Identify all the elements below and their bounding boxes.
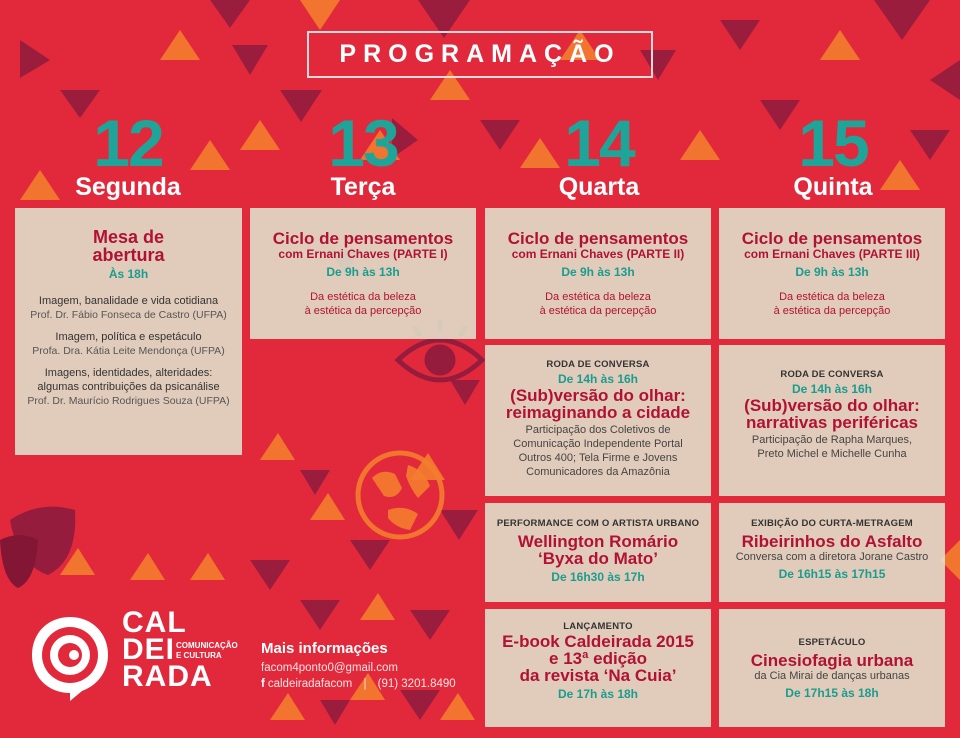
event-description: à estética da percepção xyxy=(304,305,422,317)
contact-phone: (91) 3201.8490 xyxy=(377,678,456,690)
event-description: Preto Michel e Michelle Cunha xyxy=(757,448,907,460)
event-description: Conversa com a diretora Jorane Castro xyxy=(735,551,929,563)
event-time: De 9h às 13h xyxy=(561,265,635,279)
event-label: PERFORMANCE COM O ARTISTA URBANO xyxy=(496,518,700,529)
event-card-roda-quarta xyxy=(485,345,711,496)
event-title: Ribeirinhos do Asfalto xyxy=(741,532,923,551)
talk-title: algumas contribuições da psicanálise xyxy=(37,381,220,393)
event-label: RODA DE CONVERSA xyxy=(546,359,650,370)
event-title: (Sub)versão do olhar: xyxy=(510,386,686,405)
event-title: E-book Caldeirada 2015 xyxy=(502,632,694,651)
day-header-quinta xyxy=(718,106,948,201)
event-description: Outros 400; Tela Firme e Jovens xyxy=(518,452,678,464)
event-description: Participação de Rapha Marques, xyxy=(751,434,913,446)
event-description: Da estética da beleza xyxy=(545,291,651,303)
event-subtitle: com Ernani Chaves (PARTE I) xyxy=(278,247,448,261)
event-title: e 13ª edição xyxy=(549,649,647,668)
day-number: 15 xyxy=(798,106,868,180)
event-time: De 9h às 13h xyxy=(795,265,869,279)
day-header-quarta xyxy=(484,106,714,201)
event-description: Da estética da beleza xyxy=(310,291,416,303)
logo-text: DEI xyxy=(122,633,176,666)
day-name: Quarta xyxy=(558,173,640,201)
event-description: Participação dos Coletivos de xyxy=(525,424,671,436)
contact-social xyxy=(261,676,476,692)
event-card-lancamento xyxy=(485,609,711,727)
talk-item xyxy=(15,330,242,358)
talk-title: Imagem, política e espetáculo xyxy=(55,331,202,343)
event-label: ESPETÁCULO xyxy=(798,637,866,648)
event-title: Ciclo de pensamentos xyxy=(741,229,923,248)
event-time: De 14h às 16h xyxy=(557,372,639,386)
day-number: 12 xyxy=(93,106,163,180)
day-header-terca xyxy=(248,106,478,201)
event-card-ciclo-quinta xyxy=(719,208,945,339)
event-description: Da estética da beleza xyxy=(779,291,885,303)
event-time: De 16h30 às 17h xyxy=(551,570,645,584)
event-label: LANÇAMENTO xyxy=(563,621,633,632)
page-title-text: PROGRAMAÇÃO xyxy=(339,40,621,68)
facebook-icon: f xyxy=(261,678,265,690)
contact-info xyxy=(261,640,476,692)
day-name: Terça xyxy=(330,173,396,201)
day-number: 13 xyxy=(328,106,398,180)
event-label: RODA DE CONVERSA xyxy=(780,369,884,380)
page-title xyxy=(307,31,653,78)
event-label: EXIBIÇÃO DO CURTA-METRAGEM xyxy=(751,518,913,529)
facebook-handle[interactable]: caldeiradafacom xyxy=(267,678,353,690)
event-time: De 16h15 às 17h15 xyxy=(778,567,886,581)
event-title: reimaginando a cidade xyxy=(505,403,691,422)
day-header-segunda xyxy=(13,106,243,201)
event-description: à estética da percepção xyxy=(539,305,657,317)
event-card-roda-quinta xyxy=(719,345,945,496)
event-title: abertura xyxy=(92,245,165,265)
talk-title: Imagem, banalidade e vida cotidiana xyxy=(38,295,219,307)
event-title: Ciclo de pensamentos xyxy=(507,229,689,248)
event-time: Às 18h xyxy=(108,267,149,281)
event-title: Wellington Romário xyxy=(517,532,679,551)
talk-item xyxy=(15,366,242,408)
event-description: à estética da percepção xyxy=(773,305,891,317)
caldeirada-logo xyxy=(24,607,254,707)
event-card-mesa-abertura xyxy=(15,208,242,455)
talk-item xyxy=(15,294,242,322)
day-number: 14 xyxy=(564,106,634,180)
event-description: Comunicação Independente Portal xyxy=(513,438,683,450)
event-time: De 14h às 16h xyxy=(791,382,873,396)
contact-title: Mais informações xyxy=(261,640,388,657)
event-card-ciclo-terca xyxy=(250,208,476,339)
event-card-curta xyxy=(719,503,945,602)
logo-tagline: COMUNICAÇÃO xyxy=(176,641,238,650)
event-description: Comunicadores da Amazônia xyxy=(526,466,670,478)
day-name: Quinta xyxy=(793,173,873,201)
logo-text: RADA xyxy=(122,660,213,693)
talk-title: Imagens, identidades, alteridades: xyxy=(44,367,213,379)
event-title: Mesa de xyxy=(92,227,165,247)
contact-email[interactable]: facom4ponto0@gmail.com xyxy=(261,662,398,674)
event-title: narrativas periféricas xyxy=(746,413,918,432)
talk-speaker: Prof. Dr. Fábio Fonseca de Castro (UFPA) xyxy=(30,309,227,321)
separator: | xyxy=(363,678,367,690)
event-time: De 17h15 às 18h xyxy=(785,686,879,700)
event-title: ‘Byxa do Mato’ xyxy=(538,549,658,568)
event-title: (Sub)versão do olhar: xyxy=(744,396,920,415)
event-title: Cinesiofagia urbana xyxy=(750,651,914,670)
event-description: da Cia Mirai de danças urbanas xyxy=(754,670,910,682)
event-title: da revista ‘Na Cuia’ xyxy=(519,666,677,685)
event-time: De 17h às 18h xyxy=(557,687,639,701)
talk-speaker: Prof. Dr. Maurício Rodrigues Souza (UFPA) xyxy=(27,395,230,407)
spiral-logo-icon xyxy=(24,609,116,701)
event-subtitle: com Ernani Chaves (PARTE III) xyxy=(744,247,920,261)
event-card-espetaculo xyxy=(719,609,945,727)
event-card-performance xyxy=(485,503,711,602)
event-subtitle: com Ernani Chaves (PARTE II) xyxy=(511,247,685,261)
logo-tagline: E CULTURA xyxy=(176,651,222,660)
event-title: Ciclo de pensamentos xyxy=(272,229,454,248)
talk-speaker: Profa. Dra. Kátia Leite Mendonça (UFPA) xyxy=(32,345,225,357)
logo-text: CAL xyxy=(122,606,187,639)
day-name: Segunda xyxy=(75,173,181,201)
event-card-ciclo-quarta xyxy=(485,208,711,339)
event-time: De 9h às 13h xyxy=(326,265,400,279)
